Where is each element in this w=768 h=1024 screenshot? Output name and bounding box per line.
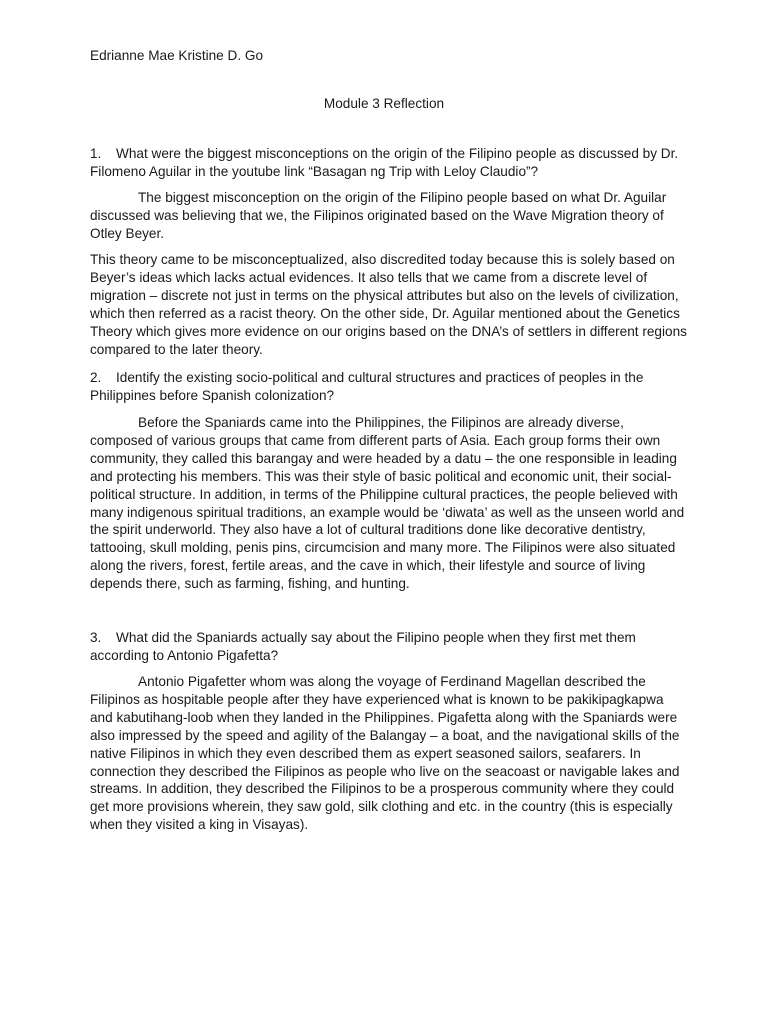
question-1-text: What were the biggest misconceptions on the origin of the Filipino people as discussed by Dr. Filomeno Aguilar in the youtube link “Basagan ng Trip with Leloy Claudio”? <box>90 146 679 179</box>
answer-1-paragraph-2: This theory came to be misconceptualized, also discredited today because this is solely based on Beyer’s ideas which lacks actual evidences. It also tells that we came from a discrete level of migration – discrete not just in terms on the physical attributes but also on the levels of civilization, which then referred as a racist theory. On the other side, Dr. Aguilar mentioned about the Genetics Theory which gives more evidence on our origins based on the DNA’s of settlers in different regions compared to the later theory. <box>90 252 687 357</box>
answer-1-paragraph-1: The biggest misconception on the origin of the Filipino people based on what Dr. Aguilar discussed was believing that we, the Filipinos originated based on the Wave Migration theory of Otley Beyer. <box>90 190 667 241</box>
author-name: Edrianne Mae Kristine D. Go <box>90 48 264 63</box>
question-1-number: 1. <box>90 146 102 161</box>
question-1 <box>90 145 690 181</box>
answer-3: Antonio Pigafetter whom was along the voyage of Ferdinand Magellan described the Filipinos as hospitable people after they have experienced what is known to be pakikipagkapwa and kabutihang-loob when they landed in the Philippines. Pigafetta along with the Spaniards were also impressed by the speed and agility of the Balangay – a boat, and the navigational skills of the native Filipinos in which they even described them as expert seasoned sailors, seafarers. In connection they described the Filipinos as people who live on the seacoast or navigable lakes and streams. In addition, they described the Filipinos to be a prosperous community where they could get more provisions wherein, they saw gold, silk clothing and etc. in the country (this is especially when they visited a king in Visayas). <box>90 674 680 833</box>
question-2 <box>90 369 690 405</box>
document-title: Module 3 Reflection <box>323 96 445 111</box>
question-3-text: What did the Spaniards actually say about the Filipino people when they first met them according to Antonio Pigafetta? <box>90 630 636 663</box>
question-3 <box>90 629 690 665</box>
question-2-text: Identify the existing socio-political and cultural structures and practices of peoples in the Philippines before Spanish colonization? <box>90 370 644 403</box>
question-2-number: 2. <box>90 370 102 385</box>
answer-2: Before the Spaniards came into the Philippines, the Filipinos are already diverse, composed of various groups that came from different parts of Asia. Each group forms their own community, they called this barangay and were headed by a datu – the one responsible in leading and protecting his members. This was their style of basic political and economic unit, their social-political structure. In addition, in terms of the Philippine cultural practices, the people believed with many indigenous spiritual traditions, an example would be ‘diwata’ as well as the unseen world and the spirit underworld. They also have a lot of cultural traditions done like decorative dentistry, tattooing, skull molding, penis pins, circumcision and many more. The Filipinos were also situated along the rivers, forest, fertile areas, and the cave in which, their lifestyle and source of living depends there, such as farming, fishing, and hunting. <box>90 415 685 592</box>
question-3-number: 3. <box>90 630 102 645</box>
